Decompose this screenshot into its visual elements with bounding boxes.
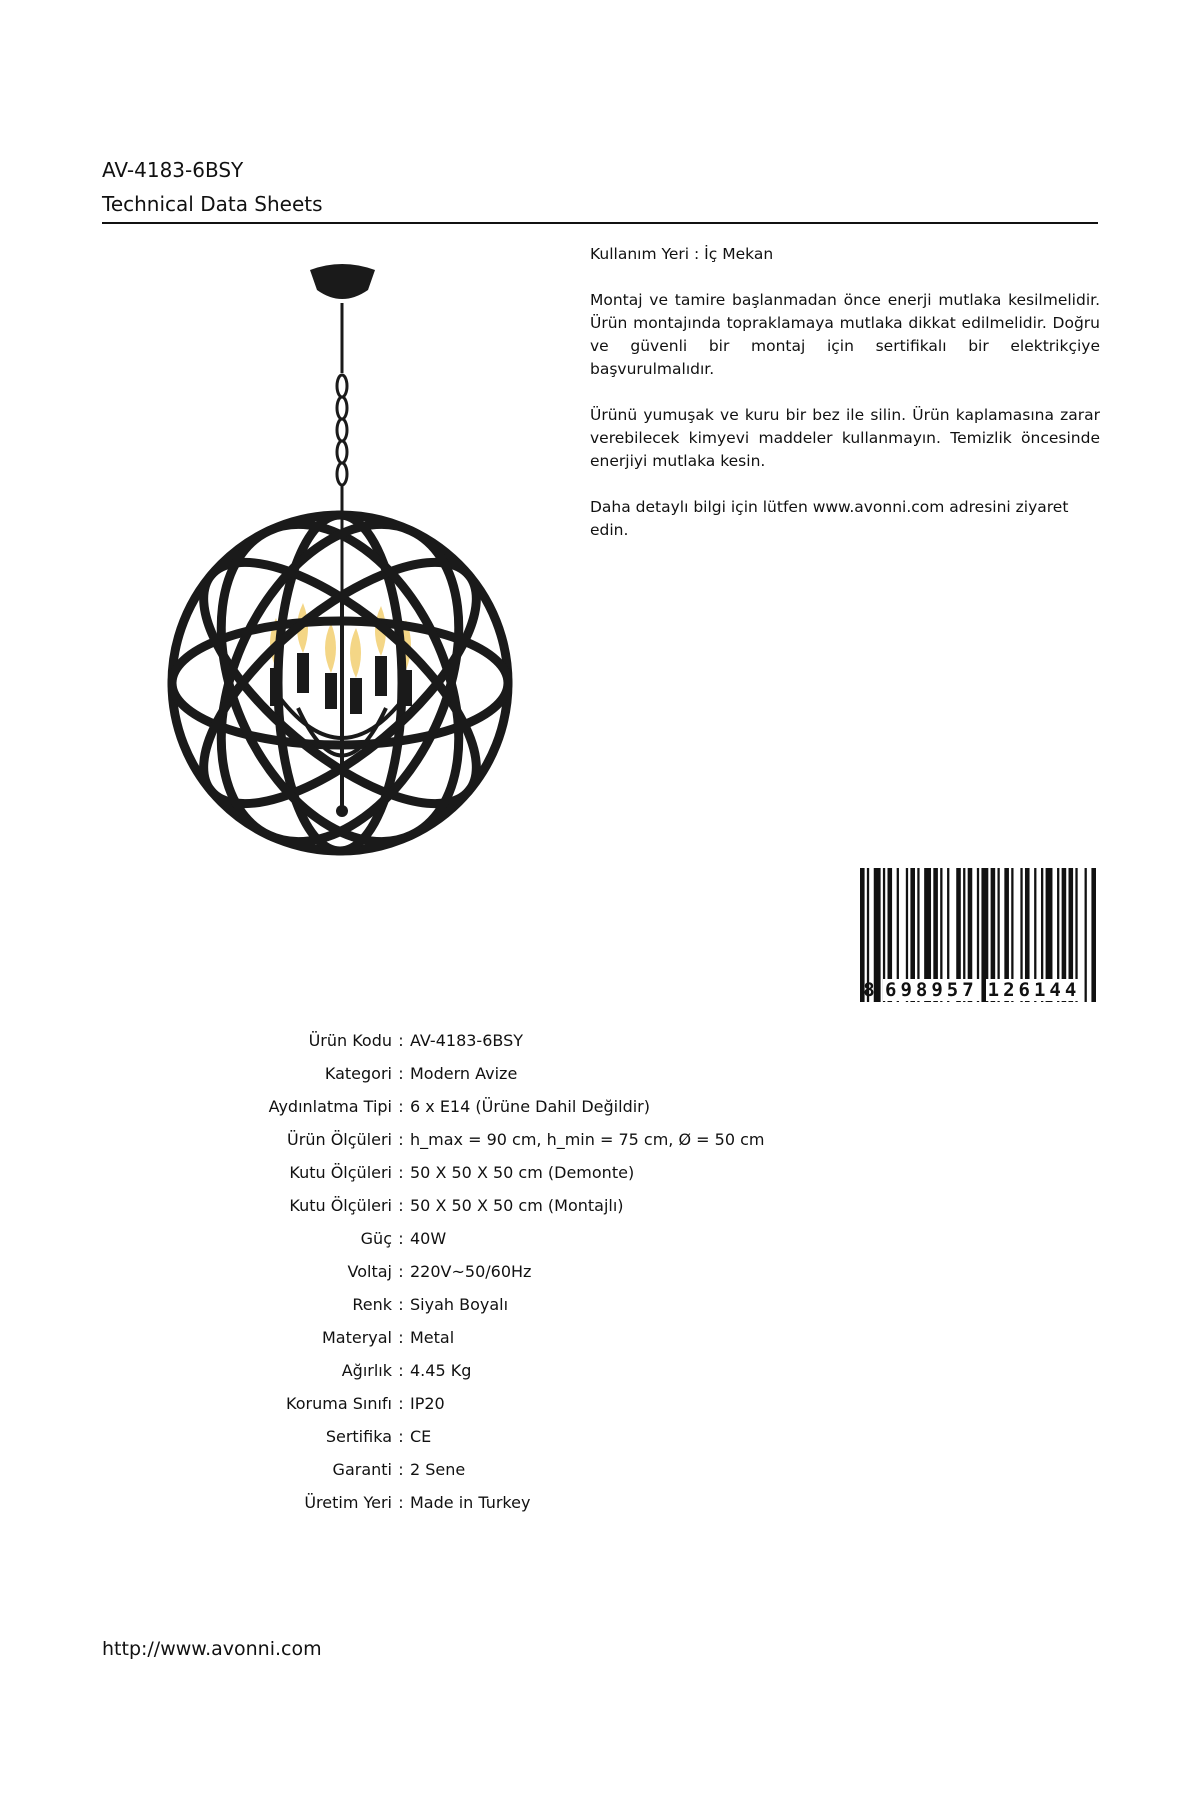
spec-row	[150, 1024, 764, 1057]
spec-separator: :	[398, 1361, 404, 1380]
spec-label: Ağırlık	[341, 1361, 392, 1380]
spec-row	[150, 1189, 764, 1222]
spec-separator: :	[398, 1328, 404, 1347]
installation-text: Montaj ve tamire başlanmadan önce enerji mutlaka kesilmelidir. Ürün montajında topraklamaya mutlaka dikkat edilmelidir. Doğru ve güvenli bir montaj için sertifikalı bir elektrikçiye başvurulmalıdır.	[590, 291, 1100, 378]
spec-row	[150, 1453, 764, 1486]
spec-value: 40W	[410, 1229, 447, 1248]
spec-separator: :	[398, 1130, 404, 1149]
spec-row	[150, 1486, 764, 1519]
spec-label: Koruma Sınıfı	[286, 1394, 392, 1413]
spec-value: Made in Turkey	[410, 1493, 531, 1512]
spec-label: Materyal	[321, 1328, 392, 1347]
spec-separator: :	[398, 1163, 404, 1182]
model-code: AV-4183-6BSY	[102, 158, 244, 182]
spec-row	[150, 1321, 764, 1354]
barcode-lead-digit: 8	[863, 979, 875, 1001]
spec-label: Renk	[352, 1295, 392, 1314]
spec-value: Modern Avize	[410, 1064, 518, 1083]
spec-label: Üretim Yeri	[304, 1493, 392, 1512]
spec-label: Kutu Ölçüleri	[289, 1163, 392, 1182]
spec-separator: :	[398, 1394, 404, 1413]
website-link[interactable]: http://www.avonni.com	[102, 1638, 322, 1660]
spec-separator: :	[398, 1460, 404, 1479]
spec-label: Ürün Kodu	[308, 1031, 392, 1050]
spec-value: 50 X 50 X 50 cm (Montajlı)	[410, 1196, 624, 1215]
spec-value: h_max = 90 cm, h_min = 75 cm, Ø = 50 cm	[410, 1130, 765, 1149]
spec-row	[150, 1255, 764, 1288]
sheet-title: Technical Data Sheets	[102, 192, 323, 216]
header-divider	[102, 222, 1098, 224]
spec-label: Voltaj	[347, 1262, 392, 1281]
spec-label: Garanti	[332, 1460, 392, 1479]
spec-value: 6 x E14 (Ürüne Dahil Değildir)	[410, 1097, 650, 1116]
barcode-group-right: 126144	[987, 979, 1081, 1001]
spec-separator: :	[398, 1427, 404, 1446]
more-info-text: Daha detaylı bilgi için lütfen www.avonni.com adresini ziyaret edin.	[590, 498, 1069, 539]
spec-value: 220V~50/60Hz	[410, 1262, 532, 1281]
spec-row	[150, 1354, 764, 1387]
spec-row	[150, 1057, 764, 1090]
spec-row	[150, 1222, 764, 1255]
spec-value: IP20	[410, 1394, 445, 1413]
spec-value: Siyah Boyalı	[410, 1295, 509, 1314]
chandelier-sphere-icon	[160, 258, 520, 863]
spec-label: Kutu Ölçüleri	[289, 1196, 392, 1215]
usage-text: Kullanım Yeri : İç Mekan	[590, 245, 774, 263]
spec-value: Metal	[410, 1328, 455, 1347]
spec-separator: :	[398, 1031, 404, 1050]
barcode-group-left: 698957	[885, 979, 978, 1001]
spec-row	[150, 1420, 764, 1453]
spec-value: 2 Sene	[410, 1460, 466, 1479]
spec-separator: :	[398, 1196, 404, 1215]
spec-row	[150, 1288, 764, 1321]
spec-value: 4.45 Kg	[410, 1361, 472, 1380]
spec-value: CE	[410, 1427, 432, 1446]
spec-row	[150, 1123, 764, 1156]
cleaning-text: Ürünü yumuşak ve kuru bir bez ile silin. Ürün kaplamasına zarar verebilecek kimyevi maddeler kullanmayın. Temizlik öncesinde enerjiyi mutlaka kesin.	[590, 406, 1100, 470]
spec-separator: :	[398, 1097, 404, 1116]
spec-label: Aydınlatma Tipi	[268, 1097, 392, 1116]
spec-separator: :	[398, 1064, 404, 1083]
spec-row	[150, 1156, 764, 1189]
spec-separator: :	[398, 1262, 404, 1281]
spec-row	[150, 1090, 764, 1123]
spec-label: Ürün Ölçüleri	[287, 1130, 392, 1149]
spec-value: 50 X 50 X 50 cm (Demonte)	[410, 1163, 635, 1182]
spec-label: Kategori	[324, 1064, 392, 1083]
spec-table	[150, 1024, 764, 1519]
spec-separator: :	[398, 1493, 404, 1512]
info-section	[590, 243, 1100, 565]
spec-label: Sertifika	[325, 1427, 392, 1446]
spec-row	[150, 1387, 764, 1420]
barcode-number	[858, 978, 1098, 1002]
spec-value: AV-4183-6BSY	[410, 1031, 523, 1050]
spec-separator: :	[398, 1229, 404, 1248]
spec-separator: :	[398, 1295, 404, 1314]
spec-label: Güç	[360, 1229, 392, 1248]
